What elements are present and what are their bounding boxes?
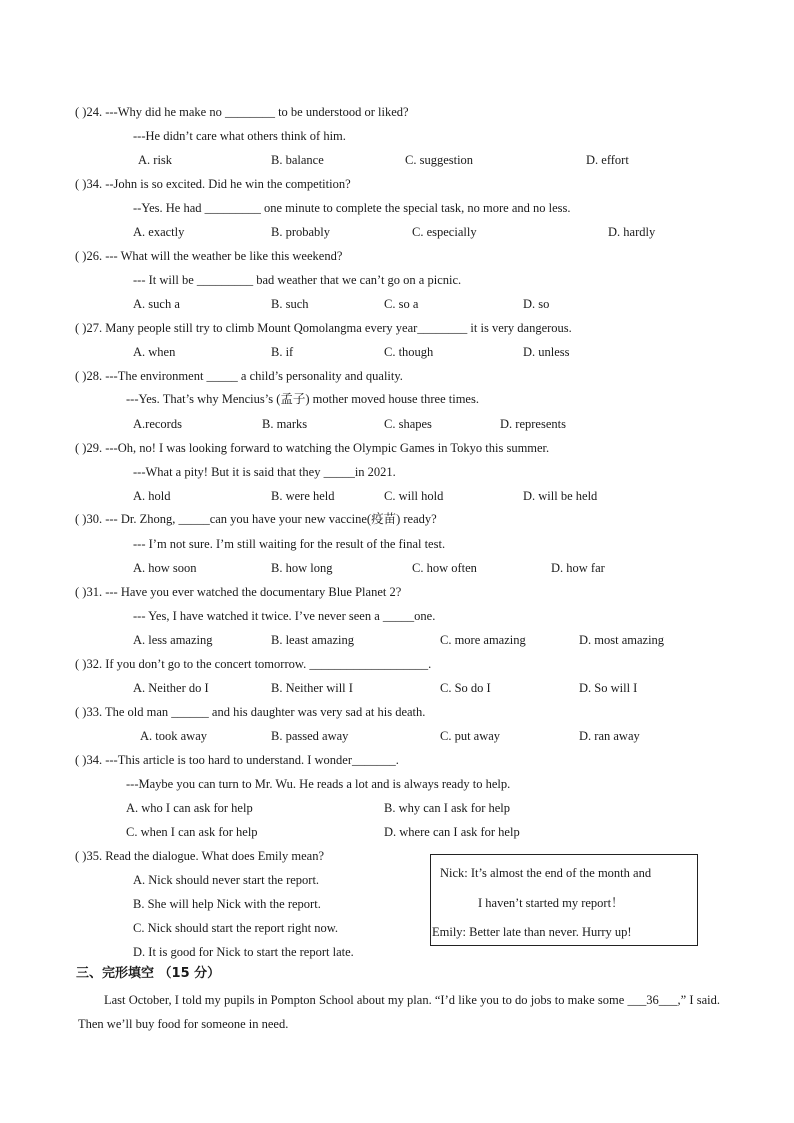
question-24-stem: ( )24. ---Why did he make no ________ to be understood or liked? [75,105,409,119]
question-34b-option-c: C. when I can ask for help [126,825,258,839]
question-35-option-b: B. She will help Nick with the report. [133,897,321,911]
question-29-option-a: A. hold [133,489,171,503]
question-34a-stem: ( )34. --John is so excited. Did he win the competition? [75,177,351,191]
question-31-option-b: B. least amazing [271,633,354,647]
question-26-stem: ( )26. --- What will the weather be like this weekend? [75,249,343,263]
question-33-option-d: D. ran away [579,729,640,743]
question-30-option-b: B. how long [271,561,333,575]
question-32-option-b: B. Neither will I [271,681,353,695]
question-30-option-c: C. how often [412,561,477,575]
question-24-option-b: B. balance [271,153,324,167]
question-28-option-b: B. marks [262,417,308,431]
question-32-option-a: A. Neither do I [133,681,209,695]
question-35-stem: ( )35. Read the dialogue. What does Emily mean? [75,849,324,863]
question-27-stem: ( )27. Many people still try to climb Mount Qomolangma every year________ it is very dangerous. [75,321,572,335]
dialogue-line-nick: Nick: It’s almost the end of the month and [440,866,652,880]
question-29-option-c: C. will hold [384,489,444,503]
question-32-option-d: D. So will I [579,681,638,695]
question-30-option-d: D. how far [551,561,605,575]
question-32-option-c: C. So do I [440,681,491,695]
question-34a-option-d: D. hardly [608,225,656,239]
question-34a-option-a: A. exactly [133,225,185,239]
cloze-passage: Last October, I told my pupils in Pompton School about my plan. “I’d like you to do jobs to make some ___36___,” I said. Then we’ll buy food for someone in need. [78,993,720,1031]
question-34b-option-a: A. who I can ask for help [126,801,253,815]
question-28-option-a: A.records [133,417,182,431]
question-29-reply: ---What a pity! But it is said that they _____in 2021. [133,465,396,479]
question-28-option-d: D. represents [500,417,566,431]
question-31-reply: --- Yes, I have watched it twice. I’ve never seen a _____one. [133,609,436,623]
question-33-stem: ( )33. The old man ______ and his daughter was very sad at his death. [75,705,426,719]
question-28-option-c: C. shapes [384,417,432,431]
question-30-stem: ( )30. --- Dr. Zhong, _____can you have your new vaccine(疫苗) ready? [75,512,437,526]
question-34b-option-d: D. where can I ask for help [384,825,520,839]
question-30-option-a: A. how soon [133,561,197,575]
dialogue-line-emily: Emily: Better late than never. Hurry up! [432,925,632,939]
question-24-option-a: A. risk [138,153,173,167]
question-28-stem: ( )28. ---The environment _____ a child’s personality and quality. [75,369,403,383]
question-33-option-c: C. put away [440,729,501,743]
question-26-option-b: B. such [271,297,309,311]
question-34a-option-c: C. especially [412,225,477,239]
question-31-option-d: D. most amazing [579,633,665,647]
question-35-option-a: A. Nick should never start the report. [133,873,320,887]
question-34b-stem: ( )34. ---This article is too hard to understand. I wonder_______. [75,753,399,767]
question-27-option-d: D. unless [523,345,570,359]
question-33-option-b: B. passed away [271,729,349,743]
question-32-stem: ( )32. If you don’t go to the concert tomorrow. ___________________. [75,657,432,671]
question-34a-reply: --Yes. He had _________ one minute to complete the special task, no more and no less. [133,201,571,215]
question-26-option-c: C. so a [384,297,419,311]
question-29-option-d: D. will be held [523,489,598,503]
question-27-option-a: A. when [133,345,176,359]
section-title: 三、完形填空 （15 分） [76,966,221,981]
question-31-stem: ( )31. --- Have you ever watched the documentary Blue Planet 2? [75,585,402,599]
question-27-option-b: B. if [271,345,294,359]
question-34a-option-b: B. probably [271,225,331,239]
question-34b-reply: ---Maybe you can turn to Mr. Wu. He reads a lot and is always ready to help. [126,777,511,791]
question-31-option-c: C. more amazing [440,633,526,647]
question-29-option-b: B. were held [271,489,335,503]
question-29-stem: ( )29. ---Oh, no! I was looking forward to watching the Olympic Games in Tokyo this summer. [75,441,550,455]
question-24-reply: ---He didn’t care what others think of him. [133,129,346,143]
question-26-option-d: D. so [523,297,550,311]
question-35-option-d: D. It is good for Nick to start the report late. [133,945,354,959]
dialogue-line-nick-cont: I haven’t started my report！ [478,896,624,910]
question-34b-option-b: B. why can I ask for help [384,801,511,815]
question-26-option-a: A. such a [133,297,180,311]
question-31-option-a: A. less amazing [133,633,213,647]
question-27-option-c: C. though [384,345,434,359]
question-30-reply: --- I’m not sure. I’m still waiting for the result of the final test. [133,537,446,551]
question-26-reply: --- It will be _________ bad weather that we can’t go on a picnic. [133,273,462,287]
question-24-option-d: D. effort [586,153,629,167]
question-24-option-c: C. suggestion [405,153,474,167]
question-28-reply: ---Yes. That’s why Mencius’s (孟子) mother moved house three times. [126,392,479,406]
question-35-option-c: C. Nick should start the report right now. [133,921,339,935]
question-33-option-a: A. took away [140,729,207,743]
